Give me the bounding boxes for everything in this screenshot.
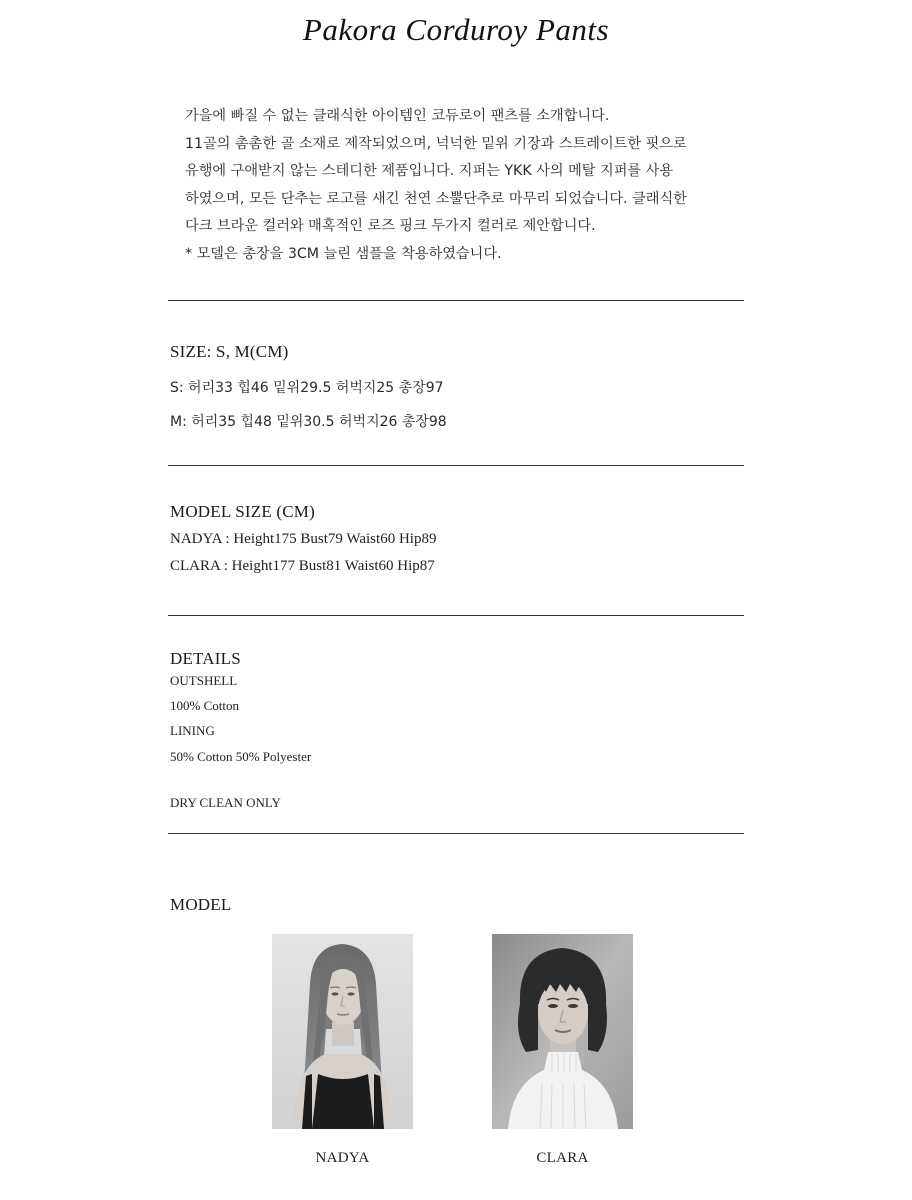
model-heading: MODEL	[170, 895, 232, 914]
product-title: Pakora Corduroy Pants	[302, 12, 610, 47]
model-caption-clara: CLARA	[536, 1150, 589, 1166]
model-caption-nadya: NADYA	[315, 1150, 370, 1166]
model-size-row-clara: CLARA : Height177 Bust81 Waist60 Hip87	[170, 558, 435, 574]
size-heading: SIZE: S, M(CM)	[170, 342, 289, 361]
description-line: 유행에 구애받지 않는 스테디한 제품입니다. 지퍼는 YKK 사의 메탈 지퍼를 사용	[185, 163, 674, 179]
section-divider	[168, 615, 744, 616]
lining-label: LINING	[170, 723, 215, 738]
details-heading: DETAILS	[170, 649, 241, 668]
model-photo-clara-image	[492, 934, 633, 1129]
model-size-heading: MODEL SIZE (CM)	[170, 502, 315, 521]
product-description	[185, 103, 785, 268]
outshell-label: OUTSHELL	[170, 673, 238, 688]
model-size-row-nadya: NADYA : Height175 Bust79 Waist60 Hip89	[170, 531, 437, 547]
section-divider	[168, 465, 744, 466]
lining-value: 50% Cotton 50% Polyester	[170, 749, 312, 764]
section-divider	[168, 300, 744, 301]
outshell-value: 100% Cotton	[170, 698, 239, 713]
description-line: 11골의 촘촘한 골 소재로 제작되었으며, 넉넉한 밑위 기장과 스트레이트한 핏으로	[185, 135, 687, 152]
description-line: * 모델은 총장을 3CM 늘린 샘플을 착용하였습니다.	[185, 245, 502, 262]
size-row-m: M: 허리35 힙48 밑위30.5 허벅지26 총장98	[170, 414, 447, 430]
section-divider	[168, 833, 744, 834]
description-line: 가을에 빠질 수 없는 클래식한 아이템인 코듀로이 팬츠를 소개합니다.	[185, 108, 610, 124]
care-instruction: DRY CLEAN ONLY	[170, 795, 281, 810]
description-line: 다크 브라운 컬러와 매혹적인 로즈 핑크 두가지 컬러로 제안합니다.	[185, 218, 596, 234]
description-line: 하였으며, 모든 단추는 로고를 새긴 천연 소뿔단추로 마무리 되었습니다. 클래식한	[185, 190, 687, 207]
model-photo-clara	[492, 934, 633, 1129]
model-photo-nadya-image	[272, 934, 413, 1129]
model-photo-nadya	[272, 934, 413, 1129]
size-row-s: S: 허리33 힙46 밑위29.5 허벅지25 총장97	[170, 380, 444, 396]
